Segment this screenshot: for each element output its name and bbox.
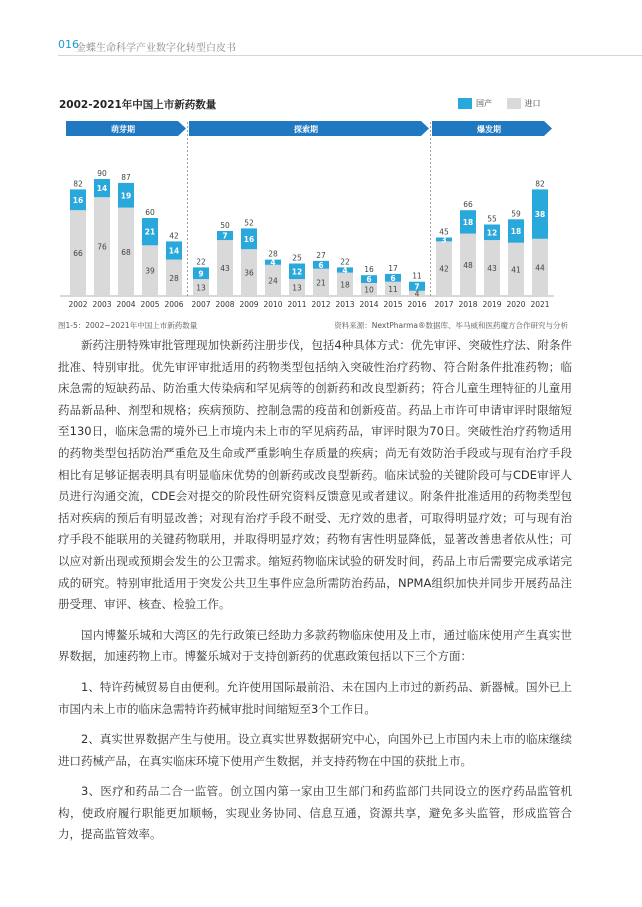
label-imported: 41 <box>511 265 521 275</box>
x-tick-label: 2017 <box>434 300 454 309</box>
label-imported: 13 <box>196 283 206 293</box>
paragraph-policy-1: 1、特许药械贸易自由便利。允许使用国际最前沿、未在国内上市过的新药品、新器械。国外已上市国内未上市的临床急需特许药械审批时间缩短至3个工作日。 <box>58 679 572 716</box>
label-total: 52 <box>244 218 254 228</box>
legend-label-imported: 进口 <box>524 99 541 108</box>
x-tick-label: 2010 <box>263 300 283 309</box>
label-imported: 43 <box>220 264 230 274</box>
x-tick-label: 2006 <box>164 300 184 309</box>
phase-label: 探索期 <box>294 125 318 134</box>
paragraph-policy-3: 3、医疗和药品二合一监管。创立国内第一家由卫生部门和药监部门共同设立的医疗药品监管机构，使政府履行职能更加顺畅，实现业务协同、信息互通，资源共享，避免多头监管，形成监管合力，提高监管效率。 <box>58 784 572 842</box>
label-domestic: 16 <box>72 195 84 205</box>
page-header <box>58 38 642 60</box>
label-total: 55 <box>487 214 497 224</box>
label-imported: 44 <box>535 263 545 273</box>
legend-item-imported <box>507 98 541 109</box>
label-imported: 42 <box>439 264 449 274</box>
label-domestic: 14 <box>168 246 180 256</box>
label-total: 27 <box>316 250 326 260</box>
x-tick-label: 2005 <box>140 300 160 309</box>
body-text <box>58 335 572 846</box>
label-imported: 36 <box>244 268 254 278</box>
legend-swatch-imported <box>507 98 521 109</box>
label-domestic: 4 <box>342 266 348 275</box>
legend-item-domestic <box>458 98 492 109</box>
label-total: 59 <box>511 209 521 219</box>
label-total: 87 <box>121 172 131 182</box>
label-domestic: 21 <box>144 227 156 237</box>
label-total: 16 <box>364 265 374 275</box>
label-total: 90 <box>97 169 107 178</box>
header-divider <box>58 55 642 56</box>
label-domestic: 6 <box>366 275 372 285</box>
label-imported: 48 <box>463 260 473 270</box>
label-domestic: 16 <box>243 234 255 244</box>
label-total: 17 <box>388 263 398 273</box>
x-tick-label: 2012 <box>311 300 331 309</box>
chart-legend <box>458 98 553 111</box>
paragraph-special-approval: 新药注册特殊审批管理现加快新药注册步伐，包括4种具体方式：优先审评、突破性疗法、附条件批准、特别审批。优先审评审批适用的药物类型包括纳入突破性治疗药物、符合附条件批准药物；临床急需的短缺药品、防治重大传染病和罕见病等的创新药和改良型新药；符合儿童生理特征的儿童用药品新品种、剂型和规格；疾病预防、控制急需的疫苗和创新疫苗。药品上市许可申请审评时限缩短至130日，临床急需的境外已上市境内未上市的罕见病药品，审评时限为70日。突破性治疗药物适用的药物类型包括防治严重危及生命或严重影响生存质量的疾病；尚无有效防治手段或与现有治疗手段相比有足够证据表明具有明显临床优势的创新药或改良型新药。临床试验的关键阶段可与CDE审评人员进行沟通交流，CDE会对提交的阶段性研究资料反馈意见或者建议。附条件批准适用的药物类型包括对疾病的预后有明显改善；对现有治疗手段不耐受、无疗效的患者，可取得明显疗效；可与现有治疗手段不能联用的关键药物联用，并取得明显疗效；药物有害性明显降低，显著改善患者依从性；可以应对新出现或预期会发生的公卫需求。缩短药物临床试验的研发时间，药品上市后需要完成承诺完成的研究。特别审批适用于突发公共卫生事件应急所需防治药品，NPMA组织加快并同步开展药品注册受理、审评、核查、检验工作。 <box>58 338 572 612</box>
label-domestic: 12 <box>291 267 303 277</box>
x-tick-label: 2007 <box>191 300 211 309</box>
label-domestic: 6 <box>390 273 396 283</box>
legend-label-domestic: 国产 <box>476 99 492 108</box>
x-tick-label: 2015 <box>383 300 403 309</box>
label-imported: 4 <box>414 289 420 299</box>
label-total: 22 <box>196 257 206 267</box>
x-tick-label: 2002 <box>68 300 88 309</box>
label-imported: 24 <box>268 276 278 286</box>
figure-caption <box>58 320 568 331</box>
label-imported: 39 <box>145 266 155 276</box>
label-total: 25 <box>292 253 302 263</box>
label-total: 82 <box>73 179 83 189</box>
x-tick-label: 2011 <box>287 300 307 309</box>
label-total: 28 <box>268 249 278 259</box>
figure-source: 资料来源：NextPharma®数据库、毕马威和医药魔方合作研究与分析 <box>334 321 568 330</box>
chart-title: 2002-2021年中国上市新药数量 <box>59 99 217 111</box>
label-domestic: 9 <box>198 269 204 279</box>
x-tick-label: 2021 <box>530 300 550 309</box>
label-imported: 10 <box>364 285 374 295</box>
label-imported: 21 <box>316 278 326 288</box>
x-tick-label: 2004 <box>116 300 136 309</box>
legend-swatch-domestic <box>458 98 472 109</box>
x-tick-label: 2020 <box>506 300 526 309</box>
label-imported: 76 <box>97 242 107 252</box>
label-total: 11 <box>412 271 422 281</box>
label-domestic: 18 <box>510 227 522 236</box>
x-tick-label: 2018 <box>458 300 478 309</box>
label-total: 22 <box>340 257 350 267</box>
x-tick-label: 2009 <box>239 300 259 309</box>
label-imported: 13 <box>292 283 302 293</box>
x-tick-label: 2008 <box>215 300 235 309</box>
label-imported: 11 <box>388 284 398 294</box>
label-domestic: 18 <box>462 217 474 227</box>
x-tick-label: 2016 <box>407 300 427 309</box>
label-domestic: 14 <box>96 184 108 194</box>
x-tick-label: 2014 <box>359 300 379 309</box>
label-domestic: 6 <box>318 260 324 270</box>
label-domestic: 19 <box>120 191 132 201</box>
label-domestic: 7 <box>222 231 228 241</box>
label-imported: 43 <box>487 264 497 274</box>
figure-label: 图1-5：2002~2021年中国上市新药数量 <box>58 321 198 330</box>
label-imported: 68 <box>121 247 131 257</box>
paragraph-boao-policy: 国内博鳌乐城和大湾区的先行政策已经助力多款药物临床使用及上市，通过临床使用产生真实世界数据，加速药物上市。博鳌乐城对于支持创新药的优惠政策包括以下三个方面： <box>58 627 572 664</box>
label-total: 45 <box>439 227 449 237</box>
label-total: 42 <box>169 231 179 241</box>
x-tick-label: 2003 <box>92 300 112 309</box>
phase-label: 爆发期 <box>477 125 501 134</box>
label-domestic: 4 <box>270 258 276 268</box>
page-number: 016 <box>58 38 79 51</box>
label-total: 50 <box>220 221 230 230</box>
label-total: 82 <box>535 179 545 189</box>
paragraph-policy-2: 2、真实世界数据产生与使用。设立真实世界数据研究中心，向国外已上市国内未上市的临床继续进口药械产品，在真实临床环境下使用产生数据，并支持药物在中国的获批上市。 <box>58 732 572 768</box>
x-tick-label: 2019 <box>482 300 502 309</box>
document-title: 金蝶生命科学产业数字化转型白皮书 <box>76 43 236 54</box>
label-domestic: 38 <box>534 210 546 220</box>
label-domestic: 12 <box>486 228 498 238</box>
x-tick-label: 2013 <box>335 300 355 309</box>
label-total: 60 <box>145 208 155 217</box>
label-domestic: 7 <box>414 282 420 292</box>
label-domestic: 3 <box>441 235 447 245</box>
new-drug-bar-chart <box>58 114 570 314</box>
label-imported: 66 <box>73 249 83 259</box>
label-imported: 18 <box>340 280 350 290</box>
phase-label: 萌芽期 <box>111 125 135 134</box>
label-imported: 28 <box>169 273 179 283</box>
label-total: 66 <box>463 200 473 210</box>
